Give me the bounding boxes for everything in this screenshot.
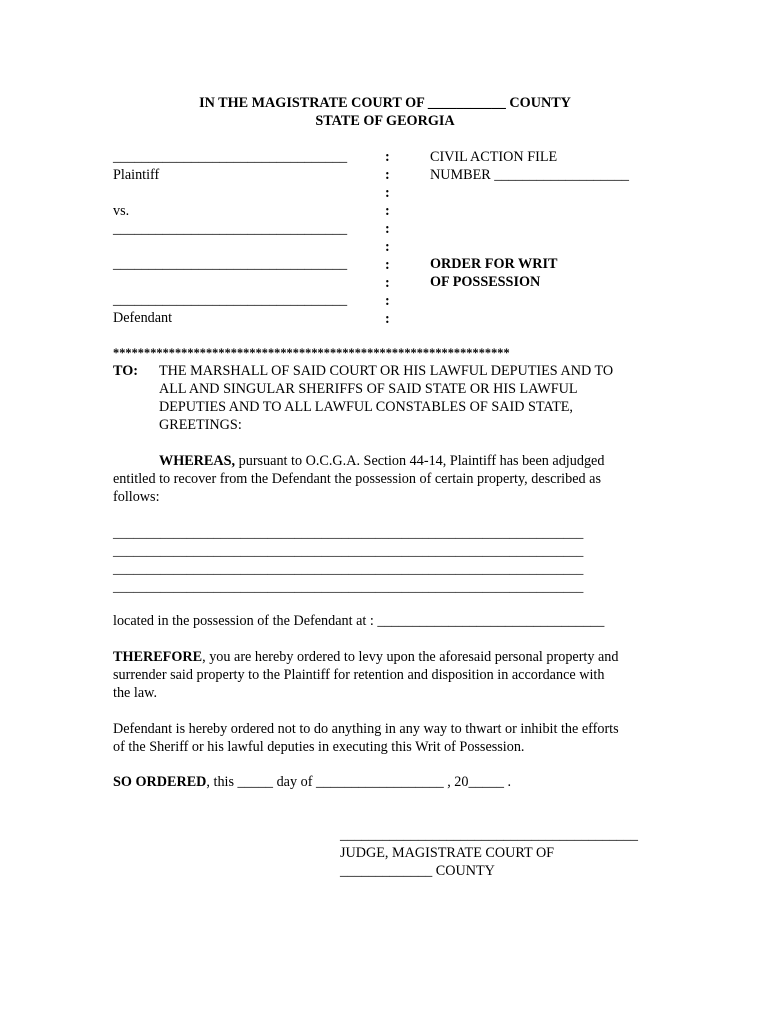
property-description-line: ______________________________________________________________________ xyxy=(113,525,584,540)
therefore-lead: THEREFORE xyxy=(113,649,203,665)
court-header-line2: STATE OF GEORGIA xyxy=(315,113,455,129)
caption-colon: : xyxy=(385,221,390,237)
caption-colon: : xyxy=(385,149,390,165)
defendant-blank-line: _________________________________ xyxy=(113,292,348,308)
to-addressee-line: THE MARSHALL OF SAID COURT OR HIS LAWFUL DEPUTIES AND TO xyxy=(159,363,614,379)
to-addressee-line: GREETINGS: xyxy=(159,417,242,433)
to-label: TO: xyxy=(113,363,138,379)
caption-colon: : xyxy=(385,293,390,309)
judge-title-line2: _____________ COUNTY xyxy=(340,863,495,879)
asterisk-separator: **************************************************************** xyxy=(113,346,510,360)
caption-colon: : xyxy=(385,311,390,327)
caption-blank-line-2: _________________________________ xyxy=(113,256,348,272)
plaintiff-blank-line: _________________________________ xyxy=(113,149,348,165)
defendant-label: Defendant xyxy=(113,310,173,326)
defendant-location-line: located in the possession of the Defendant at : ________________________________ xyxy=(113,613,605,629)
so-ordered-line xyxy=(113,773,511,791)
vs-label: vs. xyxy=(113,203,130,219)
order-title-line2: OF POSSESSION xyxy=(430,274,541,290)
therefore-line1 xyxy=(113,648,619,666)
caption-colon: : xyxy=(385,275,390,291)
caption-colon: : xyxy=(385,185,390,201)
whereas-lead: WHEREAS, xyxy=(159,453,236,469)
whereas-line1-rest: pursuant to O.C.G.A. Section 44-14, Plaintiff has been adjudged xyxy=(235,453,605,469)
defendant-order-line2: of the Sheriff or his lawful deputies in executing this Writ of Possession. xyxy=(113,739,525,755)
judge-title-line1: JUDGE, MAGISTRATE COURT OF xyxy=(340,845,555,861)
therefore-line3: the law. xyxy=(113,685,157,701)
property-description-line: ______________________________________________________________________ xyxy=(113,579,584,594)
civil-action-file-label: CIVIL ACTION FILE xyxy=(430,149,558,165)
whereas-line2: entitled to recover from the Defendant the possession of certain property, described as xyxy=(113,471,601,487)
property-description-line: ______________________________________________________________________ xyxy=(113,561,584,576)
whereas-line1 xyxy=(159,452,604,470)
caption-blank-line-1: _________________________________ xyxy=(113,221,348,237)
whereas-line3: follows: xyxy=(113,489,160,505)
court-header-line1: IN THE MAGISTRATE COURT OF ___________ COUNTY xyxy=(199,95,571,111)
judge-signature-line: __________________________________________ xyxy=(340,827,638,843)
therefore-line1-rest: , you are hereby ordered to levy upon the aforesaid personal property and xyxy=(202,649,619,665)
order-title-line1: ORDER FOR WRIT xyxy=(430,256,558,272)
plaintiff-label: Plaintiff xyxy=(113,167,160,183)
therefore-line2: surrender said property to the Plaintiff for retention and disposition in accordance with xyxy=(113,667,605,683)
so-ordered-rest: , this _____ day of __________________ , 20_____ . xyxy=(206,774,512,790)
so-ordered-lead: SO ORDERED xyxy=(113,774,207,790)
to-addressee-line: DEPUTIES AND TO ALL LAWFUL CONSTABLES OF SAID STATE, xyxy=(159,399,573,415)
caption-colon: : xyxy=(385,239,390,255)
to-addressee-line: ALL AND SINGULAR SHERIFFS OF SAID STATE OR HIS LAWFUL xyxy=(159,381,578,397)
caption-colon: : xyxy=(385,203,390,219)
caption-colon: : xyxy=(385,167,390,183)
civil-action-number-field: NUMBER ___________________ xyxy=(430,167,630,183)
caption-colon: : xyxy=(385,257,390,273)
property-description-line: ______________________________________________________________________ xyxy=(113,543,584,558)
defendant-order-line1: Defendant is hereby ordered not to do anything in any way to thwart or inhibit the efforts xyxy=(113,721,619,737)
